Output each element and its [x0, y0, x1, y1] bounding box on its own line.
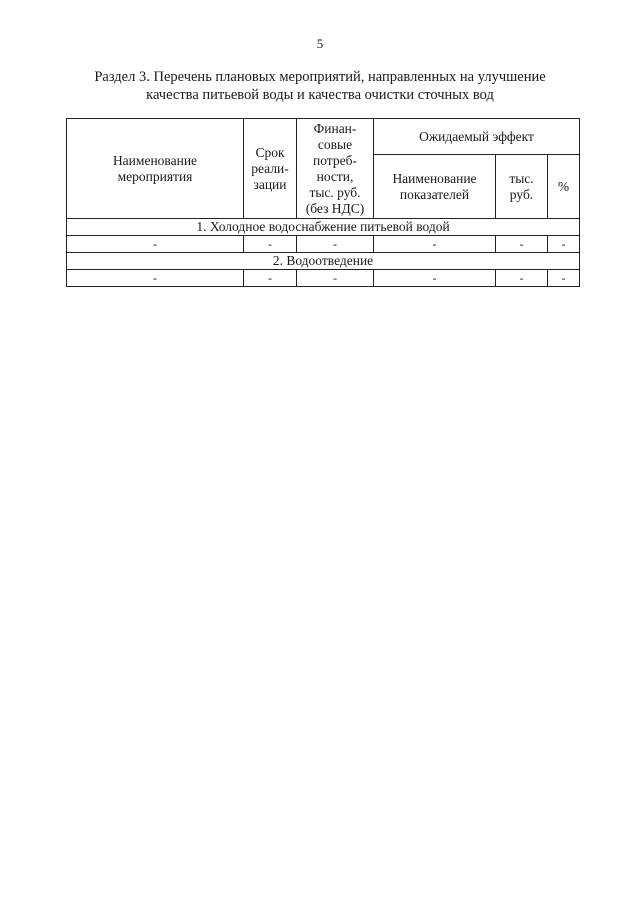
table-cell: - [374, 270, 496, 287]
header-measure-name: Наименование мероприятия [67, 119, 244, 219]
table-cell: - [244, 270, 297, 287]
header-term: Срок реали- зации [244, 119, 297, 219]
table-cell: - [67, 270, 244, 287]
table-row [67, 236, 580, 253]
table-cell: - [297, 270, 374, 287]
table-header-row [67, 119, 580, 155]
table-cell: - [67, 236, 244, 253]
measures-table [66, 118, 580, 287]
table-cell: - [548, 270, 580, 287]
page-number: 5 [316, 36, 324, 51]
table-row [67, 270, 580, 287]
header-finance: Финан- совые потреб- ности, тыс. руб. (без НДС) [297, 119, 374, 219]
group-row [67, 253, 580, 270]
table-cell: - [244, 236, 297, 253]
section-title-line-2: качества питьевой воды и качества очистки сточных вод [146, 87, 494, 103]
section-title [60, 68, 580, 104]
table-cell: - [297, 236, 374, 253]
header-percent: % [548, 155, 580, 219]
section-title-line-1: Раздел 3. Перечень плановых мероприятий, направленных на улучшение [94, 69, 546, 85]
group-row [67, 219, 580, 236]
table-cell: - [374, 236, 496, 253]
group-title: 1. Холодное водоснабжение питьевой водой [67, 219, 580, 236]
group-title: 2. Водоотведение [67, 253, 580, 270]
table-cell: - [496, 236, 548, 253]
header-indicators: Наименование показателей [374, 155, 496, 219]
table-cell: - [548, 236, 580, 253]
table-cell: - [496, 270, 548, 287]
header-thousand-rub: тыс. руб. [496, 155, 548, 219]
header-expected-effect: Ожидаемый эффект [374, 119, 580, 155]
